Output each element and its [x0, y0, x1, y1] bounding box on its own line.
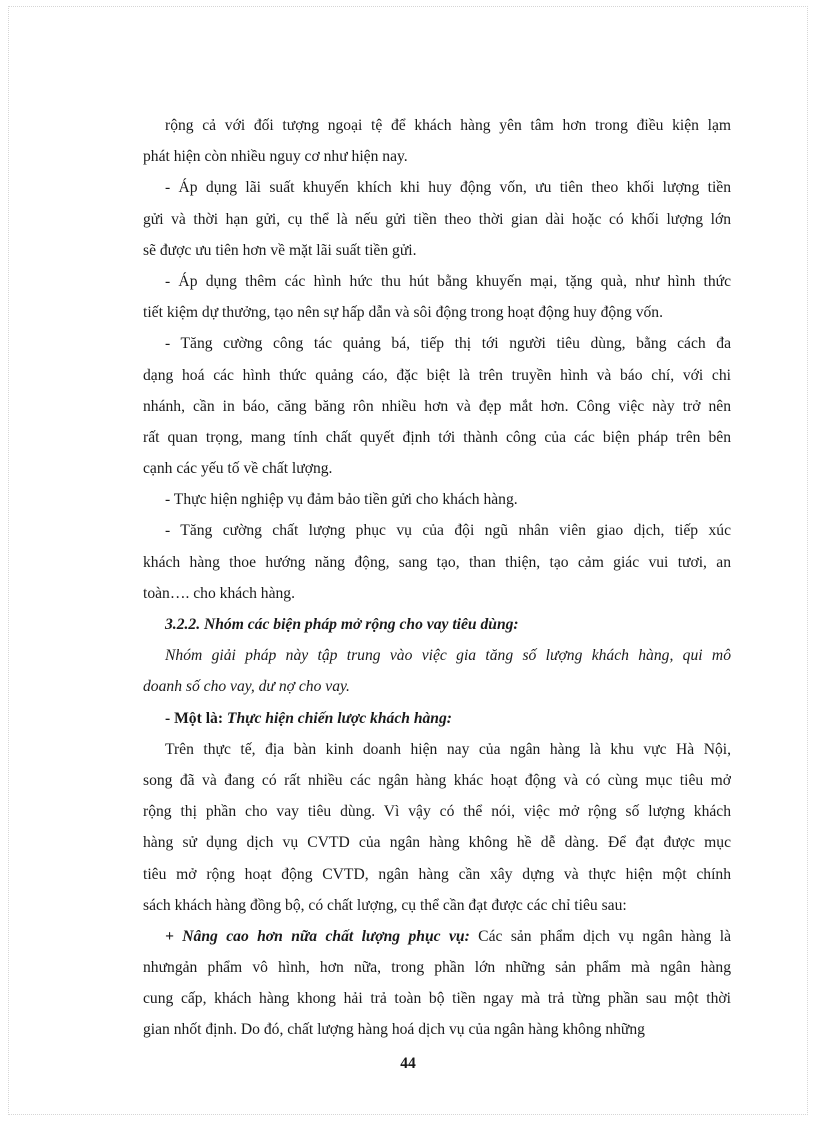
text-line: nhánh, cần in báo, căng băng rôn nhiều hơn và đẹp mắt hơn. Công việc này trở nên	[143, 397, 731, 415]
plus-point-line	[143, 921, 731, 952]
section-intro-line: Nhóm giải pháp này tập trung vào việc gia tăng số lượng khách hàng, qui mô	[165, 647, 731, 665]
page-number: 44	[400, 1055, 416, 1072]
text-line: rộng thị phần cho vay tiêu dùng. Vì vậy có thể nói, việc mở rộng số lượng khách	[143, 803, 731, 821]
subsection-prefix: - Một là:	[165, 709, 227, 727]
text-line: sách khách hàng đồng bộ, có chất lượng, cụ thể cần đạt được các chỉ tiêu sau:	[143, 896, 627, 914]
section-intro-line: doanh số cho vay, dư nợ cho vay.	[143, 678, 350, 696]
text-line: - Áp dụng thêm các hình hức thu hút bằng khuyến mại, tặng quà, như hình thức	[165, 272, 731, 290]
subsection-title: Thực hiện chiến lược khách hàng:	[226, 709, 452, 727]
text-line: - Tăng cường chất lượng phục vụ của đội ngũ nhân viên giao dịch, tiếp xúc	[165, 522, 731, 540]
text-line: nhưngản phẩm vô hình, hơn nữa, trong phần lớn những sản phẩm mà ngân hàng	[143, 959, 731, 977]
text-line: rộng cả với đối tượng ngoại tệ để khách hàng yên tâm hơn trong điều kiện lạm	[165, 117, 731, 134]
text-line: - Tăng cường công tác quảng bá, tiếp thị tới người tiêu dùng, bằng cách đa	[165, 335, 731, 353]
text-line: - Thực hiện nghiệp vụ đảm bảo tiền gửi cho khách hàng.	[165, 491, 518, 509]
text-line: rất quan trọng, mang tính chất quyết định tới thành công của các biện pháp trên bên	[143, 428, 731, 446]
plus-point-text: Các sản phẩm dịch vụ ngân hàng là	[469, 927, 731, 945]
text-line: dạng hoá các hình thức quảng cáo, đặc biệt là trên truyền hình và báo chí, với chi	[143, 366, 731, 384]
text-line: song đã và đang có rất nhiều các ngân hàng khác hoạt động và có cùng mục tiêu mở	[143, 771, 731, 789]
text-line: - Áp dụng lãi suất khuyến khích khi huy động vốn, ưu tiên theo khối lượng tiền	[165, 179, 731, 197]
text-line: hàng sử dụng dịch vụ CVTD của ngân hàng không hề dễ dàng. Để đạt được mục	[143, 834, 731, 852]
text-line: phát hiện còn nhiều nguy cơ như hiện nay.	[143, 148, 408, 166]
text-line: tiết kiệm dự thưởng, tạo nên sự hấp dẫn và sôi động trong hoạt động huy động vốn.	[143, 304, 663, 322]
text-line: khách hàng thoe hướng năng động, sang tạo, than thiện, tạo cảm giác vui tươi, an	[143, 553, 731, 571]
section-heading: 3.2.2. Nhóm các biện pháp mở rộng cho vay tiêu dùng:	[165, 616, 519, 633]
text-line: gửi và thời hạn gửi, cụ thể là nếu gửi tiền theo thời gian dài hoặc có khối lượng lớn	[143, 210, 731, 228]
document-body	[143, 110, 731, 1046]
text-line: cung cấp, khách hàng khong hải trả toàn bộ tiền ngay mà trả từng phần sau một thời	[143, 990, 731, 1008]
plus-point-label: + Nâng cao hơn nữa chất lượng phục vụ:	[165, 927, 470, 945]
text-line: tiêu mở rộng hoạt động CVTD, ngân hàng cần xây dựng và thực hiện một chính	[143, 865, 731, 883]
text-line: toàn…. cho khách hàng.	[143, 584, 295, 602]
subsection-heading	[143, 703, 731, 734]
text-line: cạnh các yếu tố về chất lượng.	[143, 460, 333, 478]
text-line: sẽ được ưu tiên hơn về mặt lãi suất tiền gửi.	[143, 241, 417, 259]
text-line: gian nhốt định. Do đó, chất lượng hàng hoá dịch vụ của ngân hàng không những	[143, 1021, 645, 1039]
text-line: Trên thực tế, địa bàn kinh doanh hiện nay của ngân hàng là khu vực Hà Nội,	[165, 740, 731, 758]
